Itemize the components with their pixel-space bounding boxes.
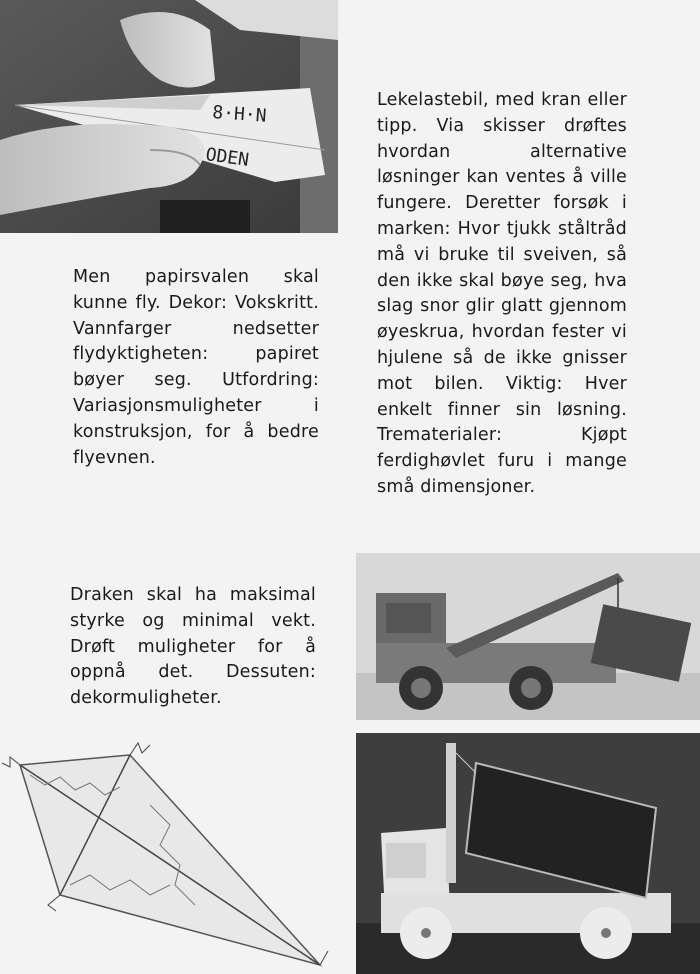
tipper-truck-photo <box>356 733 700 974</box>
truck-caption <box>377 88 627 501</box>
photo-handwriting-1: 8·H·N <box>211 102 268 127</box>
kite-caption <box>70 583 316 712</box>
kite-caption-text: Draken skal ha maksimal styrke og minimal vekt. Drøft muligheter for å oppnå det. Dessuten: dekormuligheter. <box>70 585 316 709</box>
paper-plane-caption-text: Men papirsvalen skal kunne fly. Dekor: Vokskritt. Vannfarger nedsetter flydyktigheten: papiret bøyer seg. Utfordring: Variasjonsmuligheter i konstruksjon, for å bedre flyevnen. <box>73 267 319 468</box>
paper-plane-caption <box>73 265 319 471</box>
kite-drawing <box>0 735 340 974</box>
paper-plane-photo <box>0 0 338 233</box>
crane-truck-photo <box>356 553 700 720</box>
photo-handwriting-2: ODEN <box>204 144 251 171</box>
truck-caption-text: Lekelastebil, med kran eller tipp. Via skisser drøftes hvordan alternative løsninger kan ventes å ville fungere. Deretter forsøk i marken: Hvor tjukk ståltråd må vi bruke til sveiven, så den ikke skal bøye seg, hva slag snor glir glatt gjennom øyeskrua, hvordan fester vi hjulene så de ikke gnisser mot bilen. Viktig: Hver enkelt finner sin løsning. Trematerialer: Kjøpt ferdighøvlet furu i mange små dimensjoner. <box>377 90 627 497</box>
